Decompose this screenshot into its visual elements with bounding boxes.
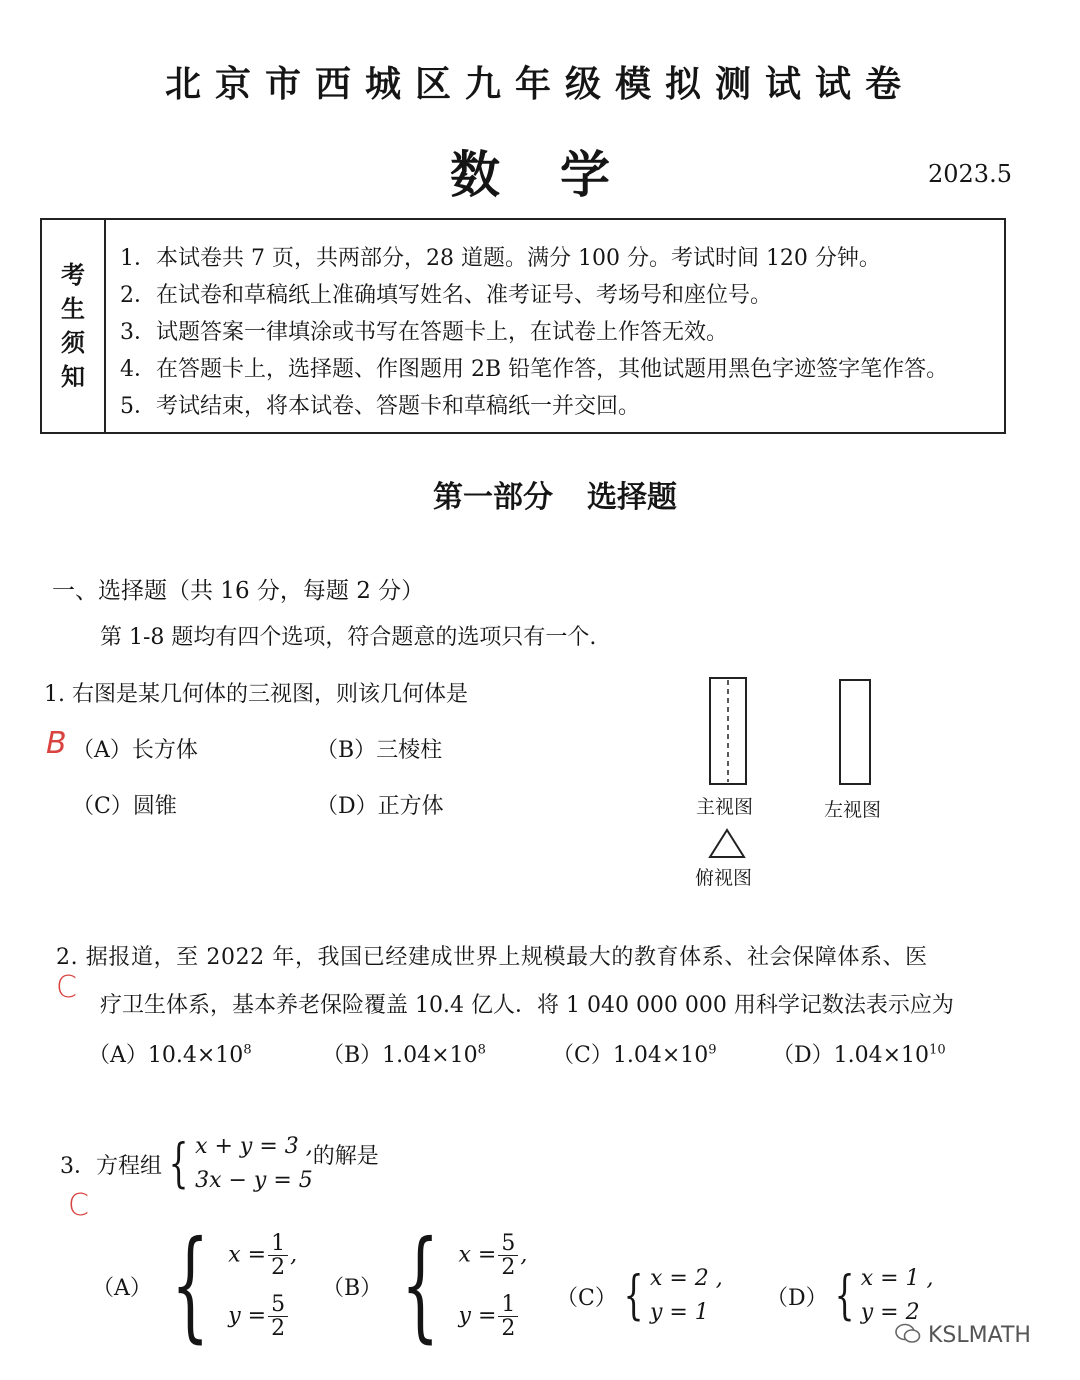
top-view-label: 俯视图 (695, 867, 753, 889)
q3-option-b-x: x = $\frac{5}{2}$ , (458, 1230, 528, 1280)
q3-option-b-brace: { (401, 1216, 440, 1355)
wechat-icon (895, 1323, 928, 1348)
q3-eq1: x + y = 3 , (195, 1134, 313, 1159)
q3-option-d-brace: { (834, 1266, 855, 1326)
notice-label-char: 生 (61, 294, 85, 323)
q3-system (195, 1130, 313, 1198)
q1-option-c: （C）圆锥 (72, 794, 177, 819)
watermark-text: KSLMATH (928, 1323, 1031, 1348)
exam-date: 2023.5 (928, 160, 1012, 188)
fraction-denominator: 2 (501, 1254, 516, 1280)
q3-option-c-brace: { (623, 1266, 644, 1326)
fraction-numerator: 5 (498, 1232, 518, 1256)
q2-option-label: （C） (552, 1043, 613, 1068)
part-title-a: 第一部分 (433, 480, 553, 515)
q3-suffix: 的解是 (312, 1143, 379, 1169)
notice-item: 4．在答题卡上，选择题、作图题用 2B 铅笔作答，其他试题用黑色字迹签字笔作答。 (120, 357, 949, 382)
q3-brace: { (168, 1134, 189, 1194)
top-view-triangle (710, 830, 744, 857)
q3-option-c (556, 1262, 723, 1330)
left-view-label: 左视图 (824, 799, 882, 821)
q1-option-b: （B）三棱柱 (316, 738, 443, 763)
q2-option-exp: 9 (708, 1042, 717, 1058)
q3-option-d-eq2: y = 2 (860, 1300, 920, 1325)
q3-option-d-eq1: x = 1 , (860, 1266, 934, 1291)
notice-item: 1．本试卷共 7 页，共两部分，28 道题。满分 100 分。考试时间 120 分钟。 (120, 246, 881, 271)
q3-prefix: 3．方程组 (60, 1153, 162, 1179)
q2-option-base: 1.04×10 (612, 1043, 709, 1068)
q3-eq2: 3x − y = 5 (195, 1168, 313, 1193)
q2-option-label: （D） (772, 1043, 834, 1068)
fraction-numerator: 1 (498, 1293, 518, 1317)
q2-option-c (552, 1038, 717, 1069)
part-title-b: 选择题 (587, 480, 677, 515)
q2-line1: 2. 据报道，至 2022 年，我国已经建成世界上规模最大的教育体系、社会保障体系、医 (56, 945, 928, 970)
q1-option-d: （D）正方体 (316, 794, 444, 819)
notice-label (42, 220, 106, 432)
front-view-label: 主视图 (696, 796, 754, 818)
q3-option-c-eq2: y = 1 (649, 1300, 709, 1325)
q3-option-a-x: x = $\frac{1}{2}$ , (228, 1230, 298, 1280)
q3-option-c-eq1: x = 2 , (649, 1266, 723, 1291)
fraction-numerator: 5 (268, 1293, 288, 1317)
q2-option-a (88, 1038, 252, 1069)
q3-option-a (92, 1216, 298, 1355)
q3-option-c-label: （C） (556, 1285, 617, 1311)
q3-option-b-system (459, 1232, 528, 1340)
notice-label-char: 考 (61, 260, 85, 289)
section-header: 一、选择题（共 16 分，每题 2 分） (52, 578, 425, 604)
q1-option-a: （A）长方体 (72, 738, 198, 763)
notice-label-char: 知 (61, 362, 85, 391)
q3-option-b-y: y = $\frac{1}{2}$ (459, 1293, 528, 1340)
notice-item: 2．在试卷和草稿纸上准确填写姓名、准考证号、考场号和座位号。 (120, 283, 772, 308)
notice-item: 3．试题答案一律填涂或书写在答题卡上，在试卷上作答无效。 (120, 320, 728, 345)
q3-option-a-brace: { (170, 1216, 210, 1355)
fraction-denominator: 2 (501, 1316, 516, 1342)
fraction-denominator: 2 (271, 1254, 286, 1280)
exam-title: 北京市西城区九年级模拟测试试卷 (164, 63, 915, 105)
q3-option-b-label: （B） (322, 1275, 383, 1301)
q1-handwritten-answer: B (46, 726, 67, 761)
notice-label-char: 须 (61, 328, 85, 357)
q3-option-c-system (650, 1262, 723, 1330)
section-instruction: 第 1-8 题均有四个选项，符合题意的选项只有一个. (100, 625, 597, 650)
q2-option-exp: 8 (243, 1042, 252, 1058)
q3-option-b (322, 1216, 528, 1355)
q2-option-b (322, 1038, 486, 1069)
q2-option-base: 10.4×10 (147, 1043, 244, 1068)
q2-option-base: 1.04×10 (833, 1043, 930, 1068)
q2-option-d (772, 1038, 946, 1069)
q2-handwritten-answer: C (56, 970, 77, 1005)
q3-option-a-y: y = $\frac{5}{2}$ (228, 1293, 297, 1340)
candidate-notice-box (40, 218, 1006, 434)
q2-option-label: （B） (322, 1043, 383, 1068)
fraction-numerator: 1 (268, 1232, 288, 1256)
q3-option-a-system (228, 1232, 297, 1340)
q3-handwritten-answer: C (68, 1188, 89, 1223)
q1-text: 1. 右图是某几何体的三视图，则该几何体是 (44, 682, 468, 707)
q3-option-a-label: （A） (92, 1275, 152, 1301)
left-view-rect (840, 680, 870, 784)
q3-option-d (766, 1262, 934, 1330)
part-title (0, 472, 1080, 516)
q2-option-label: （A） (88, 1043, 148, 1068)
q2-option-base: 1.04×10 (382, 1043, 478, 1068)
q3-option-d-system (861, 1262, 934, 1330)
q2-line2: 疗卫生体系，基本养老保险覆盖 10.4 亿人．将 1 040 000 000 用科学记数法表示应为 (100, 993, 954, 1018)
watermark (895, 1323, 1031, 1348)
q3-stem (60, 1130, 379, 1198)
notice-item: 5．考试结束，将本试卷、答题卡和草稿纸一并交回。 (120, 394, 640, 419)
q3-option-d-label: （D） (766, 1285, 828, 1311)
q2-option-exp: 8 (477, 1042, 486, 1058)
fraction-denominator: 2 (271, 1316, 286, 1342)
q2-option-exp: 10 (929, 1042, 946, 1058)
subject-title: 数学 (450, 145, 670, 204)
notice-items (106, 220, 948, 432)
